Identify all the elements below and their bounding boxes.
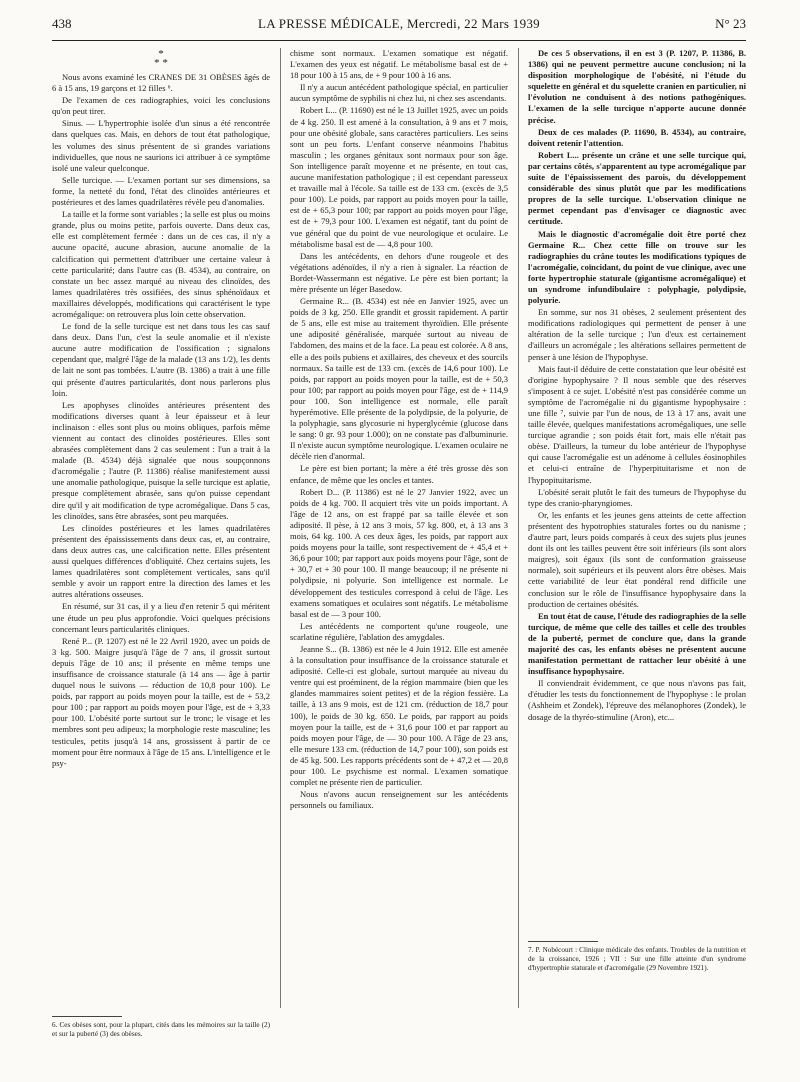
- paragraph: Robert D... (P. 11386) est né le 27 Janvier 1922, avec un poids de 4 kg. 700. Il acquiert très vite un poids important. A l'âge de 12 ans, on est frappé par sa taille élevée et son adiposité. Il pèse, à 12 ans 3 mois, 57 kg. 800, et, à 13 ans 3 mois, 64 kg. 100. A ces deux âges, les poids, par rapport aux poids moyens pour la taille, sont respectivement de + 45,4 et + 36,6 pour 100; par rapport aux poids moyens pour l'âge, sont de + 30,7 et + 30 pour 100. Il mange beaucoup; il ne présente ni polydipsie, ni polyurie. Son intelligence est normale. Le développement des testicules correspond à celui de l'âge. Les examens somatiques et oculaires sont négatifs. Le métabolisme basal est de — 3 pour 100.: [290, 486, 508, 619]
- footnote-6: 6. Ces obèses sont, pour la plupart, cités dans les mémoires sur la taille (2) et sur la puberté (3) des obèses.: [52, 1021, 270, 1039]
- paragraph: Il conviendrait évidemment, ce que nous n'avons pas fait, d'étudier les tests du fonctionnement de l'hypophyse : le prolan (Ashheim et Zondek), l'épreuve des mélanophores (Zondek), le dosage de la thyréo-stimuline (Aron), etc...: [528, 678, 746, 722]
- footnote-rule: [52, 1016, 122, 1017]
- column-separator: [518, 48, 519, 1008]
- column-1: [52, 48, 270, 770]
- paragraph: Selle turcique. — L'examen portant sur ses dimensions, sa forme, la netteté du fond, l'état des clinoïdes antérieures et postérieures et des lames quadrilatères révèle peu d'anomalies.: [52, 174, 270, 208]
- paragraph: Robert L... présente un crâne et une selle turcique qui, par certains côtés, s'apparentent au type acromégalique par suite de l'épaississement des parois, du développement considérable des sinus plutôt que par les modifications propres de la selle turcique. L'observation clinique ne permet cependant pas d'envisager ce diagnostic avec certitude.: [528, 149, 746, 227]
- paragraph: Dans les antécédents, en dehors d'une rougeole et des végétations adénoïdes, il n'y a rien à signaler. La réaction de Bordet-Wassermann est négative. Le père est bien portant; la mère présente un léger Basedow.: [290, 250, 508, 294]
- paragraph: En tout état de cause, l'étude des radiographies de la selle turcique, de même que celle des tailles et celle des troubles de la puberté, permet de conclure que, dans la grande majorité des cas, les enfants obèses ne présentent aucune manifestation permettant de rattacher leur obésité à une insuffisance hypophysaire.: [528, 610, 747, 677]
- footnote-rule: [528, 941, 598, 942]
- paragraph: Germaine R... (B. 4534) est née en Janvier 1925, avec un poids de 3 kg. 250. Elle grandit et grossit rapidement. A partir de 5 ans, elle est mise au traitement thyroïdien. Elle présente une adiposité généralisée, marquée surtout au niveau de l'abdomen, des mains et de la face. La peau est colorée. A 8 ans, elle a des poils pubiens et axillaires, des cheveux et des sourcils normaux. Sa taille est de 133 cm. (excès de 14,6 pour 100). Le poids, par rapport au poids moyen pour la taille, est de + 50,3 pour 100; par rapport au poids moyen pour l'âge, est de + 114,9 pour 100. Son intelligence est normale, elle paraît hyperémotive. Elle présente de la polydipsie, de la polyurie, de la polyphagie, sans glycosurie ni hyperglycémie (glucose dans le sang: 0 gr. 93 pour 1.000); on ne constate pas d'albuminurie. Il n'existe aucun symptôme neurologique. L'examen oculaire ne décèle rien d'anormal.: [290, 296, 508, 462]
- paragraph: L'obésité serait plutôt le fait des tumeurs de l'hypophyse du type des cranio-pharyngiomes.: [528, 486, 746, 508]
- footnote-7: 7. P. Nobécourt : Clinique médicale des enfants. Troubles de la nutrition et de la croissance, 1926 ; VII : Sur une fille atteinte d'un syndrome d'hypertrophie staturale et d'acromégalie (29 Novembre 1921).: [528, 946, 746, 973]
- paragraph: De ces 5 observations, il en est 3 (P. 1207, P. 11386, B. 1386) qui ne peuvent permettre aucune conclusion; ni la disposition morphologique de l'obésité, ni l'étude du squelette en général et du squelette cranien en particulier, ni l'évolution ne conduisent à des notions pathogéniques. L'examen de la selle turcique n'apporte aucune donnée précise.: [528, 48, 746, 125]
- paragraph: Deux de ces malades (P. 11690, B. 4534), au contraire, doivent retenir l'attention.: [528, 126, 746, 148]
- paragraph: La taille et la forme sont variables ; la selle est plus ou moins grande, plus ou moins petite, parfois ouverte. Dans deux cas, elle est complètement fermée : dans un de ces cas, il n'y a aucune opacité, aucune abrasion, aucune anomalie de la calcification qui permettent d'attribuer une certaine valeur à cette particularité; dans l'autre cas (B. 4534), au contraire, on constate un bec assez marqué au niveau des clinoïdes, des lames quadrilatères très ossifiées, des sinus sphénoïdaux et maxillaires développés, modifications qui caractérisent le type acromégalique: on retrouvera plus loin cette observation.: [52, 209, 270, 319]
- paragraph: Les antécédents ne comportent qu'une rougeole, une scarlatine régulière, l'ablation des amygdales.: [290, 620, 508, 642]
- paragraph: Le père est bien portant; la mère a été très grosse dès son enfance, de même que les oncles et tantes.: [290, 463, 508, 485]
- paragraph: Les apophyses clinoïdes antérieures présentent des modifications diverses quant à leur épaisseur et à leur inclinaison : elles sont plus ou moins obliques, parfois même viennent au contact des clinoïdes postérieures. Elles sont abrasées complètement dans 2 cas seulement : l'un a trait à la malade (B. 4534) déjà signalée que nous soupçonnons d'acromégalie ; l'autre (P. 11386) réalise manifestement aussi une anomalie pathologique, puisque la selle turcique est aplatie, presque complètement abrasée, sans qu'on puisse cependant dire qu'il y ait modification de type acromégalique. Dans 5 cas, les clinoïdes, sans être abrasées, sont peu marquées.: [52, 399, 270, 521]
- paragraph: Jeanne S... (B. 1386) est née le 4 Juin 1912. Elle est amenée à la consultation pour insuffisance de la croissance staturale et adiposité. Celle-ci est globale, surtout marquée au niveau du ventre qui est proéminent, de la région mammaire (bien que les glandes mammaires soient petites) et de la région fessière. La taille, à 13 ans 9 mois, est de 121 cm. (réduction de 18,7 pour 100), le poids de 30 kg. 650. Le poids, par rapport au poids moyen pour la taille, est de + 31,6 pour 100 et par rapport au poids moyen pour l'âge, de — 30 pour 100. A l'âge de 23 ans, elle mesure 133 cm. (réduction de 14,7 pour 100), son poids est de 45 kg. 500. Les rapports précédents sont de + 47,2 et — 20,8 pour 100. Le psychisme est normal. L'examen somatique complet ne présente rien de particulier.: [290, 643, 508, 788]
- column-3: [528, 48, 746, 724]
- column-separator: [280, 48, 281, 1008]
- paragraph: En résumé, sur 31 cas, il y a lieu d'en retenir 5 qui méritent une étude un peu plus approfondie. Voici quelques précisions concernant leurs particularités cliniques.: [52, 601, 270, 634]
- paragraph: Robert L... (P. 11690) est né le 13 Juillet 1925, avec un poids de 4 kg. 250. Il est amené à la consultation, à 9 ans et 7 mois, pour une obésité globale, sans caractères particuliers. Les seins sont un peu forts. L'enfant conserve néanmoins l'habitus masculin ; les organes génitaux sont normaux pour son âge. Son intelligence paraît moyenne et ne présente, en tout cas, aucune manifestation pathologique ; il est cependant paresseux et travaille mal à l'école. Sa taille est de 133 cm. (excès de 3,5 pour 100). Le poids, par rapport au poids moyen pour la taille, est de + 65,3 pour 100; par rapport au poids moyen pour l'âge, est de + 79,3 pour 100. L'examen est négatif, tant du point de vue général que du point de vue neurologique et oculaire. Le métabolisme basal est de — 4,8 pour 100.: [290, 105, 508, 249]
- column-2: [290, 48, 508, 812]
- paragraph: Le fond de la selle turcique est net dans tous les cas sauf dans deux. Dans l'un, c'est la seule anomalie et il n'existe aucune autre modification de l'ossification ; signalons cependant que, malgré l'âge de la malade (13 ans 1/2), les dents de lait ne sont pas tombées. L'autre (B. 1386) a trait à une fille qui présente d'autres particularités, dont nous parlerons plus loin.: [52, 321, 270, 398]
- paragraph: Mais le diagnostic d'acromégalie doit être porté chez Germaine R... Chez cette fille on trouve sur les radiographies du crâne toutes les modifications typiques de l'acromégalie, coïncidant, du point de vue clinique, avec une forte hypertrophie staturale (gigantisme acromégalique) et un syndrome infundibulaire : polyphagie, polydipsie, polyurie.: [528, 228, 746, 306]
- paragraph: Nous avons examiné les CRANES DE 31 OBÈSES âgés de 6 à 15 ans, 19 garçons et 12 filles ⁶.: [52, 72, 270, 94]
- header-rule: [52, 40, 746, 41]
- paragraph: De l'examen de ces radiographies, voici les conclusions qu'on peut tirer.: [52, 95, 270, 117]
- publication-title: LA PRESSE MÉDICALE, Mercredi, 22 Mars 1939: [258, 16, 540, 31]
- paragraph: chisme sont normaux. L'examen somatique est négatif. L'examen des yeux est négatif. Le métabolisme basal est de + 18 pour 100 à 15 ans, de + 9 pour 100 à 16 ans.: [290, 48, 508, 81]
- paragraph: Il n'y a aucun antécédent pathologique spécial, en particulier aucun symptôme de syphilis ni chez lui, ni chez ses ascendants.: [290, 82, 508, 104]
- paragraph: Nous n'avons aucun renseignement sur les antécédents personnels ou familiaux.: [290, 789, 508, 811]
- paragraph: René P... (P. 1207) est né le 22 Avril 1920, avec un poids de 3 kg. 500. Maigre jusqu'à l'âge de 7 ans, il grossit surtout depuis l'âge de 10 ans; il présente en même temps une insuffisance de croissance staturale (à 14 ans — âge à partir duquel nous le suivons — réduction de 10,8 pour 100). Le poids, par rapport au poids moyen pour la taille, est de + 53,2 pour 100 ; par rapport au poids moyen pour l'âge, est de + 3,33 pour 100. L'obésité porte surtout sur le tronc; le visage et les membres sont peu adipeux; la morphologie reste masculine; les testicules, petits jusqu'à 14 ans, grossissent à partir de ce moment pour être normaux à l'âge de 15 ans. L'intelligence et le psy-: [52, 635, 270, 768]
- paragraph: Mais faut-il déduire de cette constatation que leur obésité est d'origine hypophysaire ? Il nous semble que des réserves s'imposent à ce sujet. L'obésité n'est pas considérée comme un symptôme de l'acromégalie ni du gigantisme hypophysaire : une fille ⁷, suivie par l'un de nous, de 13 à 17 ans, avait une taille élevée, quelques manifestations acromégaliques, une selle turcique agrandie ; son poids était fort, mais elle n'était pas obèse. D'ailleurs, la tumeur du lobe antérieur de l'hypophyse qui cause l'acromégalie est un adénome à cellules éosinophiles et celui-ci entraîne de l'hyperpituitarisme et non de l'hypopituitarisme.: [528, 363, 746, 485]
- paragraph: Or, les enfants et les jeunes gens atteints de cette affection présentent des hypotrophies staturales fortes ou du nanisme ; d'autre part, leurs poids comparés à ceux des sujets plus jeunes dont ils ont les tailles peuvent être soit inférieurs (ils sont alors maigres), soit égaux (ils sont de conformation graisseuse normale), soit supérieurs et ils peuvent alors être obèses. Mais cette variabilité de leur état pondéral rend difficile une conclusion sur le rôle de l'insuffisance hypophysaire dans la production de certaines obésités.: [528, 509, 746, 609]
- paragraph: En somme, sur nos 31 obèses, 2 seulement présentent des modifications radiologiques qui permettent de penser à une altération de la selle turcique ; l'un d'eux est certainement d'ailleurs un acromégale ; les altérations sellaires permettent de penser à une lésion de l'hypophyse.: [528, 307, 746, 362]
- issue-number: N° 23: [715, 16, 746, 31]
- paragraph: Les clinoïdes postérieures et les lames quadrilatères présentent des épaississements dans deux cas, et, au contraire, dans deux autres cas, une calcification nette. Elles présentent aussi quelques différences d'obliquité. Chez certains sujets, les lames quadrilatères sont complètement verticales, sans qu'il semble y avoir un rapport entre la direction des lames et les autres altérations osseuses.: [52, 522, 270, 600]
- section-stars: * * *: [154, 48, 168, 69]
- page-header: [52, 16, 746, 38]
- paragraph: Sinus. — L'hypertrophie isolée d'un sinus a été rencontrée dans quelques cas. Mais, en dehors de tout état pathologique, les volumes des sinus présentent de si grandes variations individuelles, que nous ne saurions ici attribuer à ce symptôme isolé une valeur quelconque.: [52, 118, 270, 173]
- page-number: 438: [52, 16, 72, 31]
